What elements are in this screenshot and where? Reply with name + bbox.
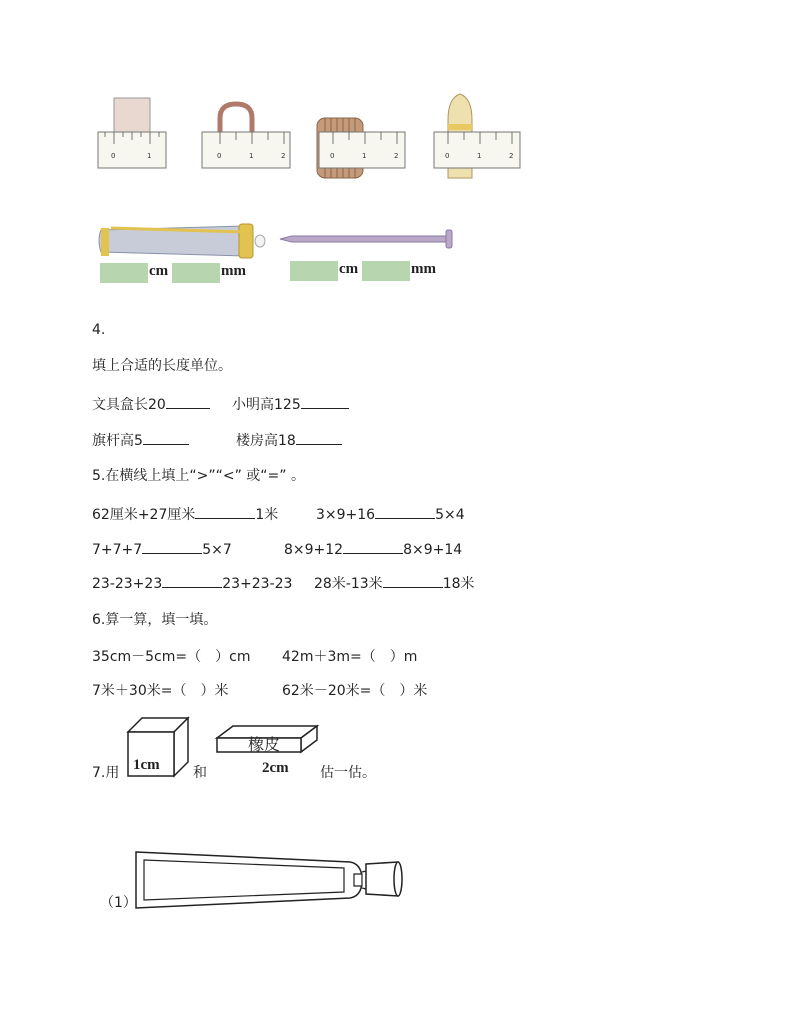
q6-item-1: 35cm－5cm=（ ）cm <box>92 649 251 665</box>
pen-cm-answer-box[interactable] <box>100 263 148 283</box>
pen-unit-mm: mm <box>221 263 246 279</box>
cube-label: 1cm <box>133 757 160 773</box>
q4-blank-2[interactable] <box>301 394 349 409</box>
ruler-clip-figure <box>202 104 290 168</box>
q5-title: 5.在横线上填上“>”“<” 或“=” 。 <box>92 468 305 484</box>
ruler-2-tick-1: 1 <box>249 152 254 160</box>
q6-item-3: 7米＋30米=（ ）米 <box>92 683 229 699</box>
q5-row1-left: 62厘米+27厘米 1米 <box>92 504 278 524</box>
q6-title: 6.算一算，填一填。 <box>92 612 218 628</box>
eraser-top-label: 橡皮 <box>248 735 281 754</box>
q6-item-4: 62米－20米=（ ）米 <box>282 683 428 699</box>
ruler-4-tick-1: 1 <box>477 152 482 160</box>
ruler-2 <box>202 132 290 168</box>
q4-title: 填上合适的长度单位。 <box>92 358 232 374</box>
ruler-3-tick-2: 2 <box>394 152 399 160</box>
ruler-1-tick-1: 1 <box>147 152 152 160</box>
nail-figure <box>278 226 458 252</box>
ruler-coins-figure <box>317 118 405 178</box>
ruler-4 <box>434 132 520 168</box>
q5-blank-2[interactable] <box>375 504 435 519</box>
q4-item-1: 文具盒长20 <box>92 394 210 414</box>
ruler-1-tick-0: 0 <box>111 152 116 160</box>
q4-number: 4. <box>92 322 106 338</box>
q5-blank-5[interactable] <box>162 573 222 588</box>
q7-sub1: （1） <box>100 895 137 911</box>
q7-suffix: 估一估。 <box>320 765 376 781</box>
nail-cm-answer-box[interactable] <box>290 261 338 281</box>
q5-blank-1[interactable] <box>195 504 255 519</box>
ruler-cube-figure <box>98 98 166 168</box>
ruler-2-tick-2: 2 <box>281 152 286 160</box>
pen-unit-cm: cm <box>149 263 169 279</box>
q4-item-3: 旗杆高5 <box>92 430 189 450</box>
ruler-4-tick-2: 2 <box>509 152 514 160</box>
q7-prefix: 7.用 <box>92 765 120 781</box>
q5-blank-3[interactable] <box>142 539 202 554</box>
ruler-objects-figure <box>90 90 530 180</box>
cube-object <box>114 98 150 132</box>
q5-row1-right: 3×9+16 5×4 <box>316 504 465 523</box>
q5-row3-right: 28米-13米 18米 <box>314 573 475 593</box>
ruler-3-tick-0: 0 <box>330 152 335 160</box>
nail-mm-answer-box[interactable] <box>362 261 410 281</box>
eraser-label: 2cm <box>262 760 289 776</box>
q4-blank-4[interactable] <box>296 430 342 445</box>
q4-blank-3[interactable] <box>143 430 189 445</box>
pen-mm-answer-box[interactable] <box>172 263 220 283</box>
q5-row2-right: 8×9+12 8×9+14 <box>284 539 462 558</box>
q5-blank-4[interactable] <box>343 539 403 554</box>
q6-item-2: 42m＋3m=（ ）m <box>282 649 418 665</box>
ruler-4-tick-0: 0 <box>445 152 450 160</box>
q4-blank-1[interactable] <box>166 394 210 409</box>
nail-unit-cm: cm <box>339 261 359 277</box>
ruler-bullet-figure <box>434 94 520 178</box>
nail-unit-mm: mm <box>411 261 436 277</box>
tube-figure <box>130 848 410 912</box>
q5-row2-left: 7+7+7 5×7 <box>92 539 232 558</box>
q7-and: 和 <box>193 765 207 781</box>
ruler-3 <box>319 132 405 168</box>
q4-item-2: 小明高125 <box>232 394 349 414</box>
pen-figure <box>95 220 275 262</box>
ruler-2-tick-0: 0 <box>217 152 222 160</box>
q5-row3-left: 23-23+23 23+23-23 <box>92 573 292 592</box>
q4-item-4: 楼房高18 <box>236 430 342 450</box>
q5-blank-6[interactable] <box>383 573 443 588</box>
ruler-3-tick-1: 1 <box>362 152 367 160</box>
